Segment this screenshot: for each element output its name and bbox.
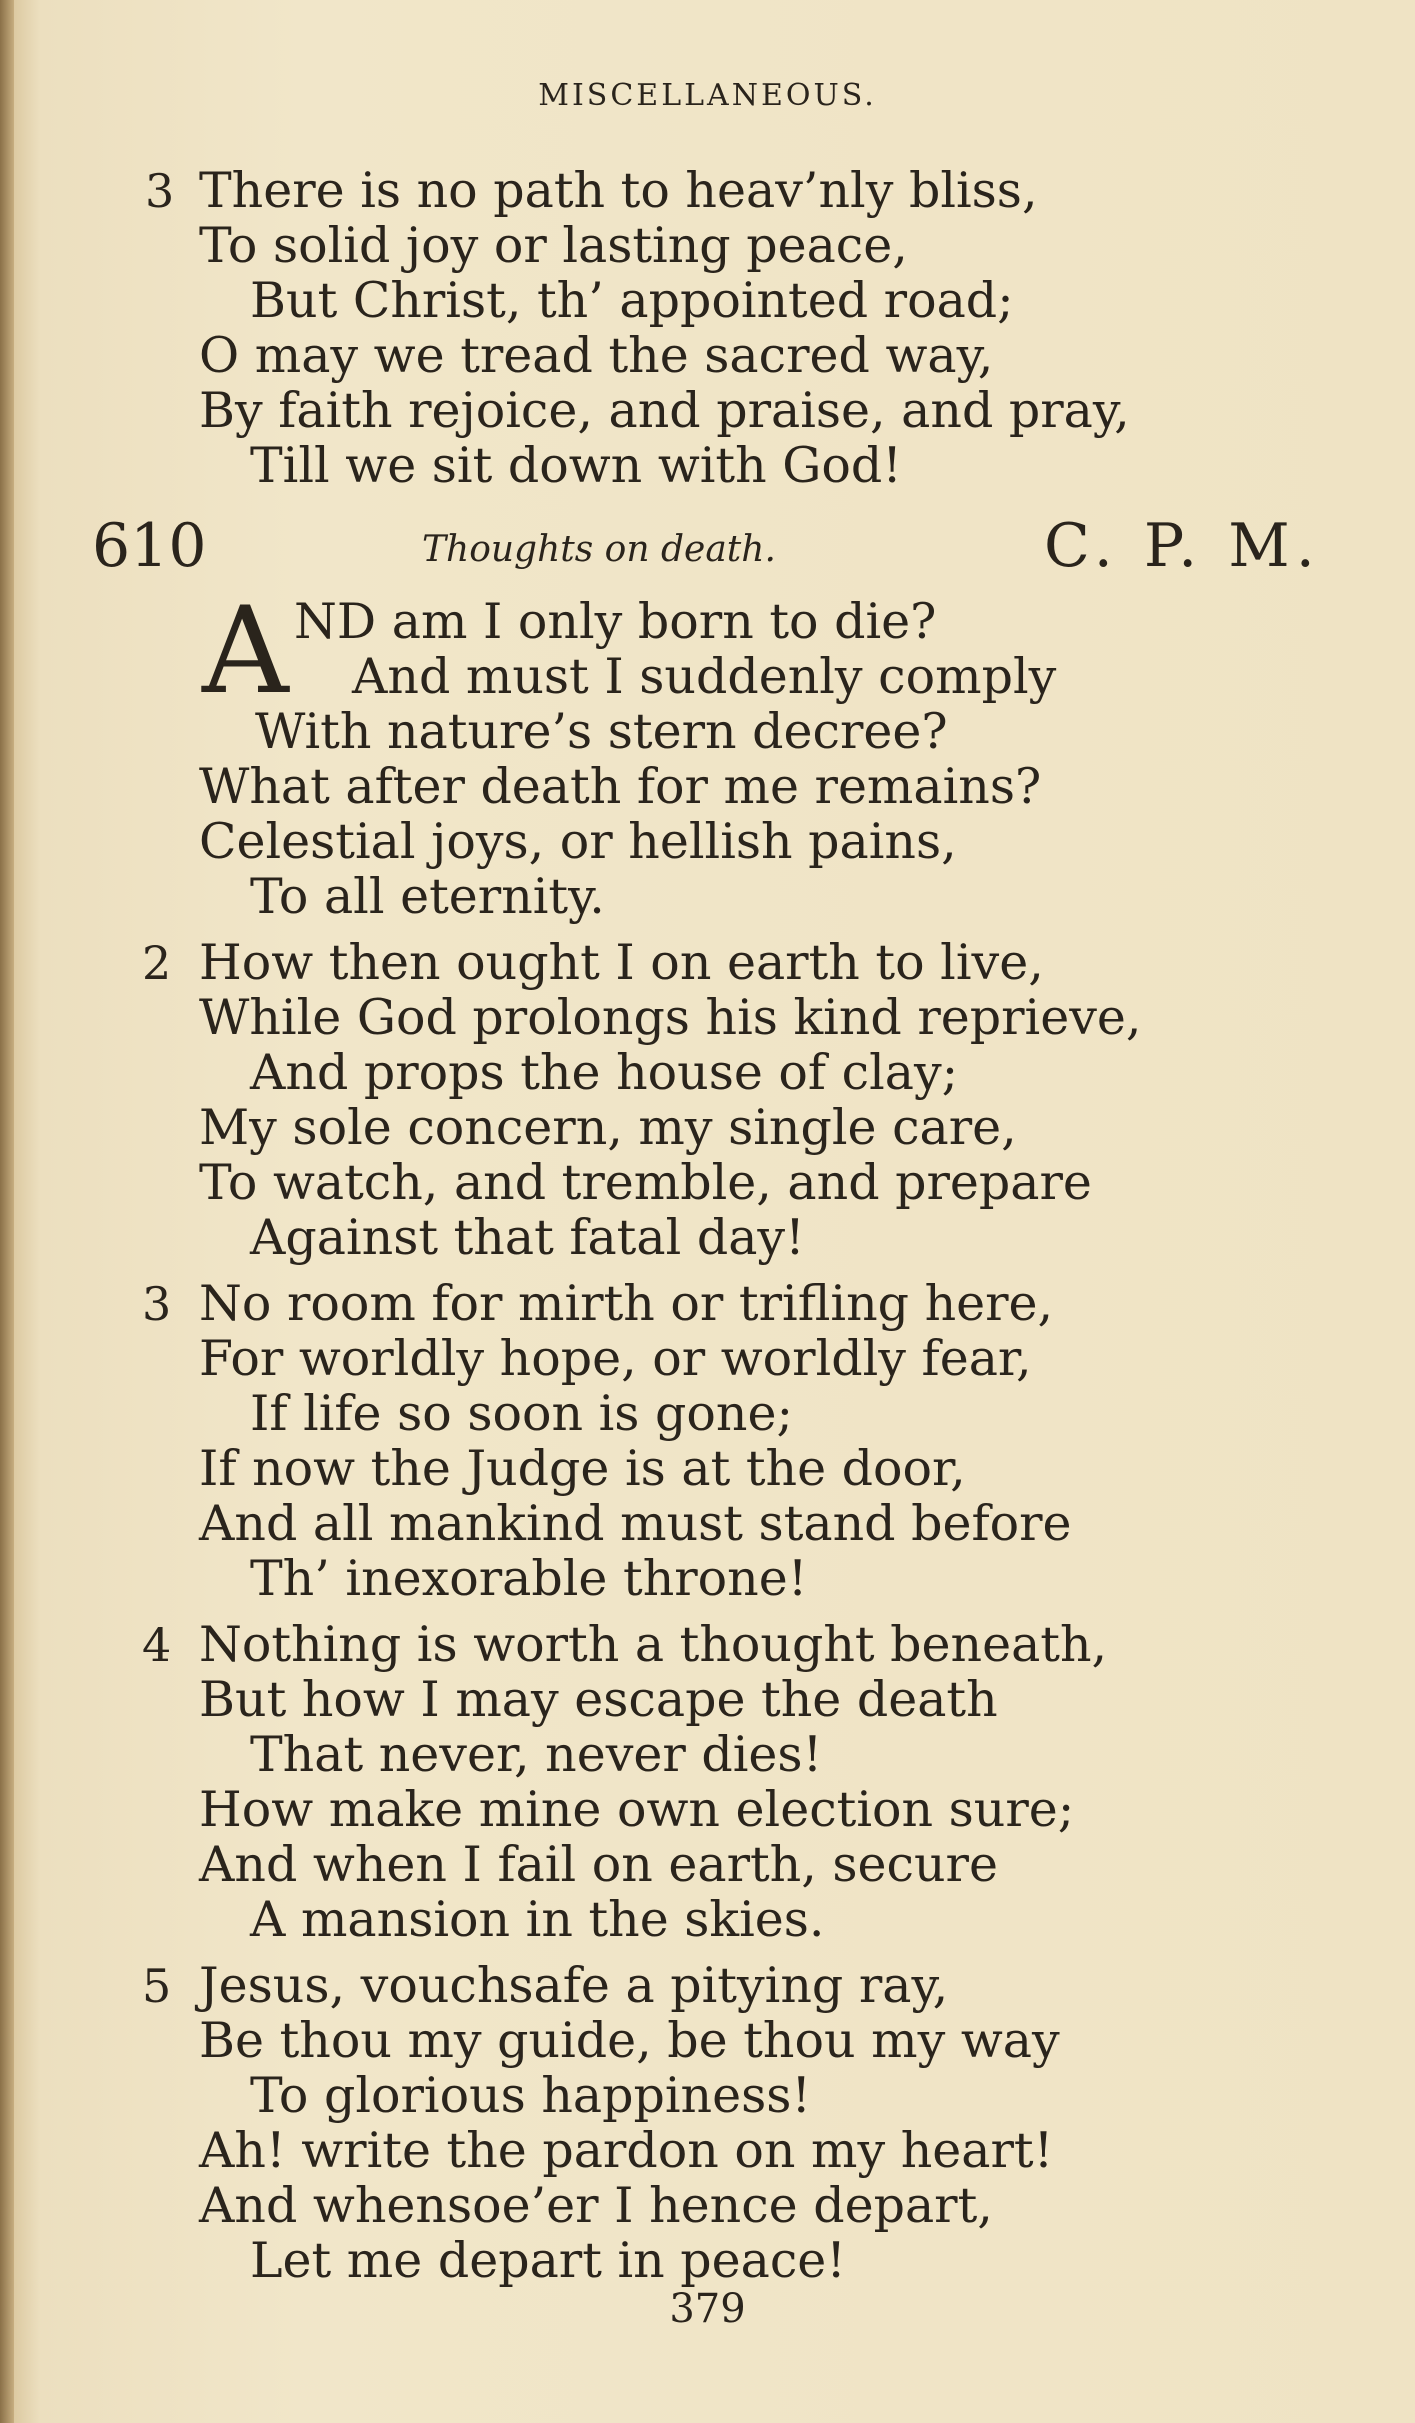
verse-line: What after death for me remains? — [199, 758, 1042, 815]
hymn-number: 610 — [92, 511, 207, 581]
verse-line: And props the house of clay; — [250, 1044, 959, 1101]
verse-line: And when I fail on earth, secure — [199, 1836, 998, 1893]
verse-line: A mansion in the skies. — [250, 1891, 825, 1948]
verse-line: And whensoe’er I hence depart, — [199, 2177, 993, 2234]
verse-line: While God prolongs his kind reprieve, — [199, 989, 1142, 1046]
verse-line: To glorious happiness! — [250, 2067, 812, 2124]
verse-line: With nature’s stern decree? — [255, 703, 948, 760]
verse-line: For worldly hope, or worldly fear, — [199, 1330, 1032, 1387]
verse-line: Celestial joys, or hellish pains, — [199, 813, 957, 870]
verse-line: Jesus, vouchsafe a pitying ray, — [199, 1957, 949, 2014]
verse-line: How make mine own election sure; — [199, 1781, 1075, 1838]
verse-line: My sole concern, my single care, — [199, 1099, 1017, 1156]
stanza-number: 5 — [142, 1959, 172, 2013]
verse-line: O may we tread the sacred way, — [199, 327, 994, 384]
verse-line: But Christ, th’ appointed road; — [250, 272, 1014, 329]
verse-line: To watch, and tremble, and prepare — [199, 1154, 1092, 1211]
verse-line: To solid joy or lasting peace, — [199, 217, 908, 274]
verse-line: If now the Judge is at the door, — [199, 1440, 966, 1497]
verse-line: But how I may escape the death — [199, 1671, 998, 1728]
stanza-number: 2 — [142, 936, 172, 990]
verse-line: There is no path to heav’nly bliss, — [199, 162, 1038, 219]
verse-line: By faith rejoice, and praise, and pray, — [199, 382, 1130, 439]
verse-line: Th’ inexorable throne! — [250, 1550, 808, 1607]
verse-line: That never, never dies! — [250, 1726, 823, 1783]
verse-line: Ah! write the pardon on my heart! — [199, 2122, 1054, 2179]
stanza-number: 4 — [142, 1618, 172, 1672]
page-binding-edge — [0, 0, 14, 2423]
verse-line: Let me depart in peace! — [250, 2232, 846, 2289]
drop-cap: A — [202, 582, 289, 721]
verse-line: And all mankind must stand before — [199, 1495, 1072, 1552]
verse-line: Against that fatal day! — [250, 1209, 805, 1266]
hymn-title: Thoughts on death. — [422, 529, 776, 570]
verse-line: No room for mirth or trifling here, — [199, 1275, 1054, 1332]
verse-line: If life so soon is gone; — [250, 1385, 793, 1442]
verse-line: To all eternity. — [250, 868, 605, 925]
verse-line: How then ought I on earth to live, — [199, 934, 1044, 991]
verse-line: Till we sit down with God! — [250, 437, 902, 494]
prev-stanza-number: 3 — [145, 164, 175, 218]
stanza-number: 3 — [142, 1277, 172, 1331]
verse-line: Nothing is worth a thought beneath, — [199, 1616, 1108, 1673]
verse-line: And must I suddenly comply — [352, 648, 1057, 705]
running-head: MISCELLANEOUS. — [538, 78, 877, 113]
hymn-meter: C. P. M. — [1044, 511, 1321, 581]
page-number: 379 — [669, 2286, 746, 2332]
verse-line: Be thou my guide, be thou my way — [199, 2012, 1060, 2069]
verse-line: ND am I only born to die? — [294, 593, 937, 650]
